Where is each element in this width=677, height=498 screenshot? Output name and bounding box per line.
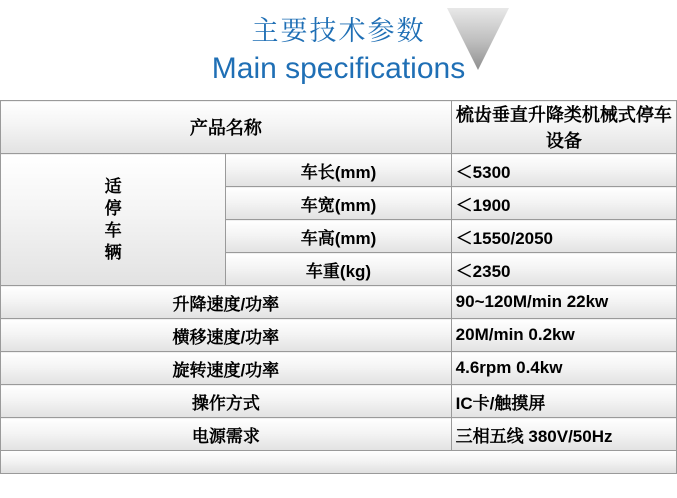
header-text-block [0,14,677,88]
row-value: ＜1550/2050 [451,220,676,253]
row-value: ＜2350 [451,253,676,286]
row-label: 旋转速度/功率 [1,352,452,385]
table-row [1,418,677,451]
table-row [1,154,677,187]
row-value: ＜5300 [451,154,676,187]
side-char: 停 [104,198,122,218]
table-row [1,101,677,154]
side-char: 车 [104,220,122,240]
side-char: 辆 [104,242,122,262]
side-char: 适 [104,176,122,196]
row-label: 车高(mm) [226,220,451,253]
table-row [1,286,677,319]
table-row [1,352,677,385]
table-bottom-strip [0,451,677,474]
page-title-en: Main specifications [211,52,466,85]
row-label: 操作方式 [1,385,452,418]
row-value: IC卡/触摸屏 [451,385,676,418]
row-value: 4.6rpm 0.4kw [451,352,676,385]
side-group-label [1,154,226,286]
row-label: 电源需求 [1,418,452,451]
page-header [0,0,677,100]
header-cell-label: 产品名称 [1,101,452,154]
row-label: 车长(mm) [226,154,451,187]
row-label: 横移速度/功率 [1,319,452,352]
table-row [1,319,677,352]
row-value: 90~120M/min 22kw [451,286,676,319]
header-cell-value: 梳齿垂直升降类机械式停车设备 [451,101,676,154]
row-label: 升降速度/功率 [1,286,452,319]
row-value: 20M/min 0.2kw [451,319,676,352]
table-body [1,101,677,451]
chevron-down-icon [447,8,509,86]
row-value: 三相五线 380V/50Hz [451,418,676,451]
row-label: 车重(kg) [226,253,451,286]
table-row [1,385,677,418]
row-value: ＜1900 [451,187,676,220]
page-title-cn: 主要技术参数 [251,16,426,46]
row-label: 车宽(mm) [226,187,451,220]
specifications-table [0,100,677,451]
